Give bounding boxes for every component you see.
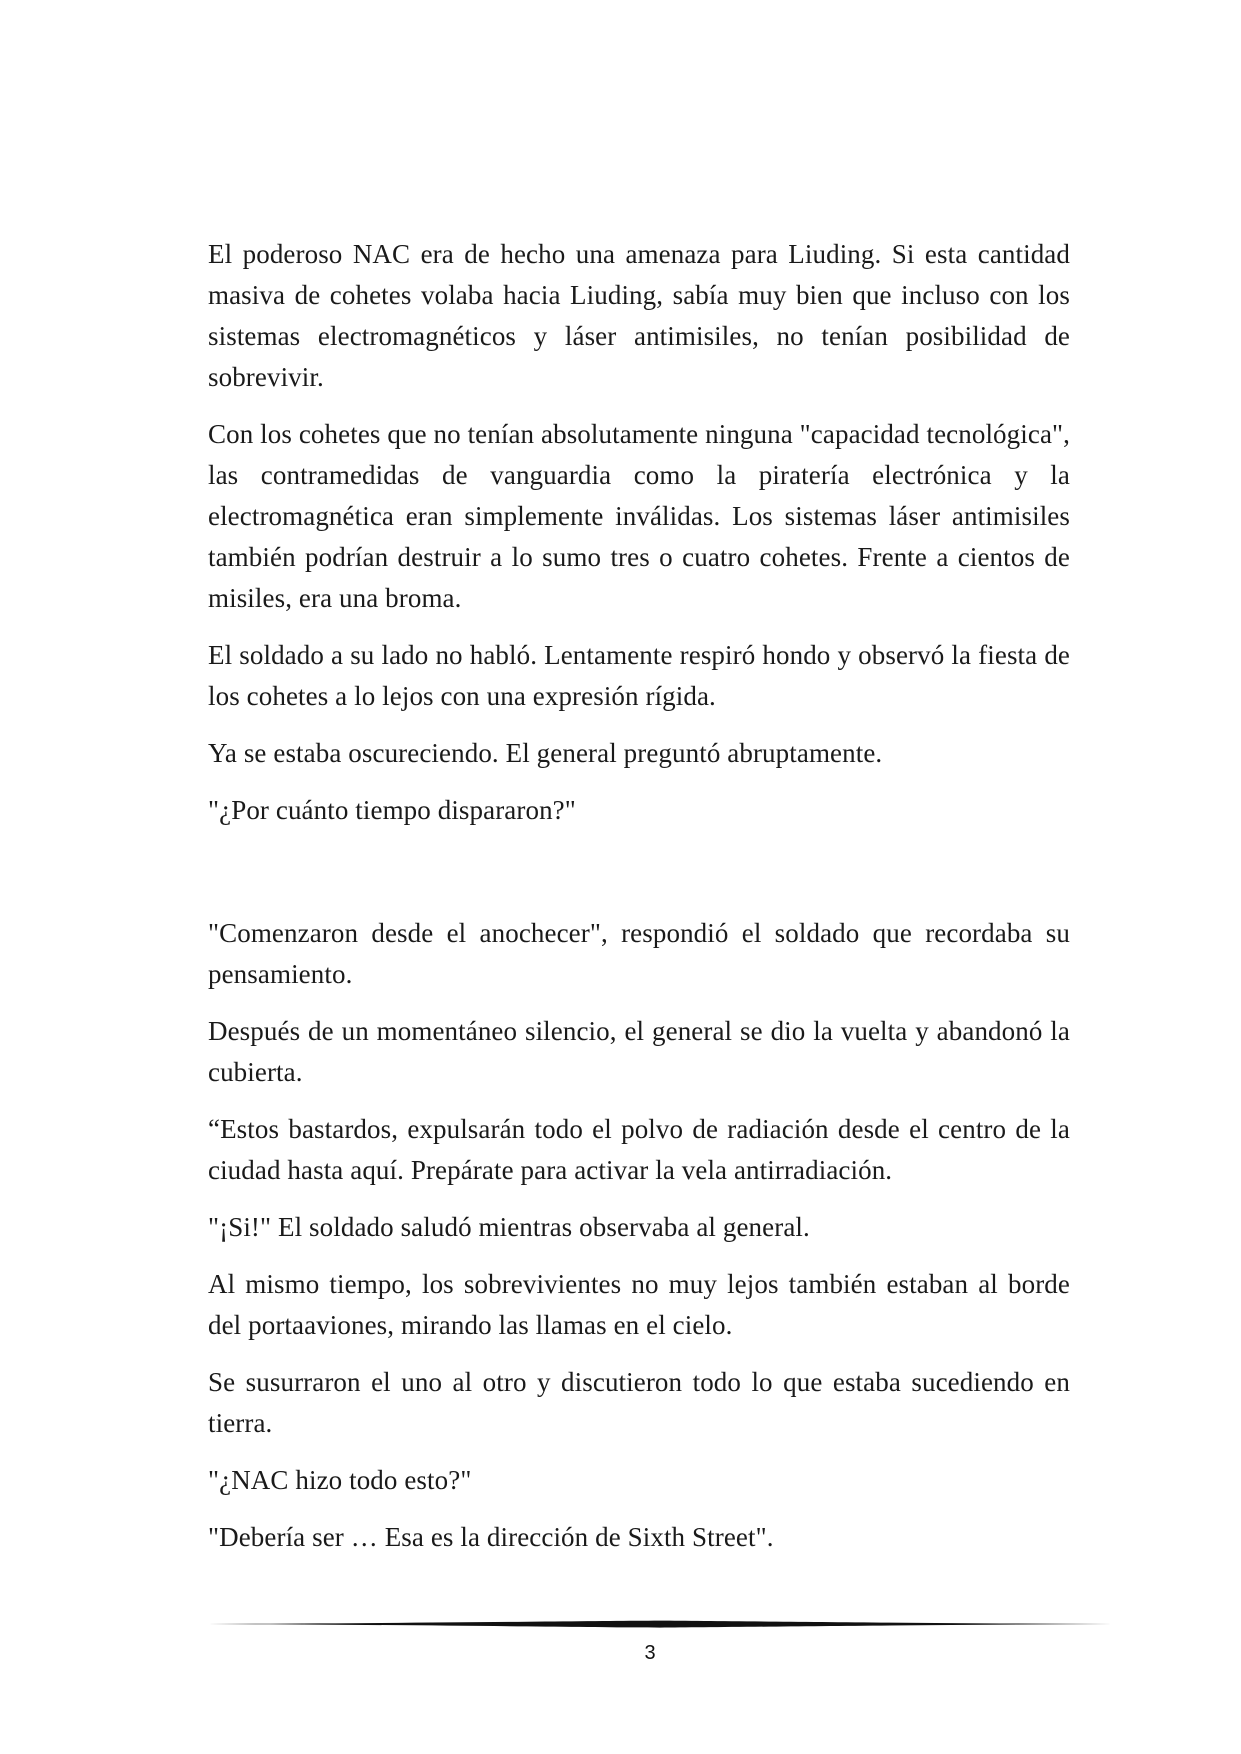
- paragraph-12: "¿NAC hizo todo esto?": [208, 1465, 472, 1495]
- section-gap: [208, 847, 1070, 913]
- paragraph-2: Con los cohetes que no tenían absolutamente ninguna "capacidad tecnológica", las contramedidas de vanguardia como la piratería electrónica y la electromagnética eran simplemente inválidas. Los sistemas láser antimisiles también podrían destruir a lo sumo tres o cuatro cohetes. Frente a cientos de misiles, era una broma.: [208, 419, 1070, 613]
- paragraph-13: "Debería ser … Esa es la dirección de Sixth Street".: [208, 1522, 774, 1552]
- paragraph-3: El soldado a su lado no habló. Lentamente respiró hondo y observó la fiesta de los cohetes a lo lejos con una expresión rígida.: [208, 640, 1070, 711]
- page-body: [208, 234, 1070, 1574]
- footer-divider: [208, 1618, 1112, 1630]
- paragraph-4: Ya se estaba oscureciendo. El general preguntó abruptamente.: [208, 738, 883, 768]
- paragraph-7: Después de un momentáneo silencio, el general se dio la vuelta y abandonó la cubierta.: [208, 1016, 1070, 1087]
- paragraph-9: "¡Si!" El soldado saludó mientras observaba al general.: [208, 1212, 810, 1242]
- paragraph-6: "Comenzaron desde el anochecer", respondió el soldado que recordaba su pensamiento.: [208, 918, 1070, 989]
- paragraph-10: Al mismo tiempo, los sobrevivientes no muy lejos también estaban al borde del portaaviones, mirando las llamas en el cielo.: [208, 1269, 1070, 1340]
- paragraph-8: “Estos bastardos, expulsarán todo el polvo de radiación desde el centro de la ciudad hasta aquí. Prepárate para activar la vela antirradiación.: [208, 1114, 1070, 1185]
- paragraph-5: "¿Por cuánto tiempo dispararon?": [208, 795, 576, 825]
- page-number: 3: [644, 1642, 656, 1664]
- paragraph-1: El poderoso NAC era de hecho una amenaza para Liuding. Si esta cantidad masiva de cohetes volaba hacia Liuding, sabía muy bien que incluso con los sistemas electromagnéticos y láser antimisiles, no tenían posibilidad de sobrevivir.: [208, 239, 1070, 392]
- paragraph-11: Se susurraron el uno al otro y discutieron todo lo que estaba sucediendo en tierra.: [208, 1367, 1070, 1438]
